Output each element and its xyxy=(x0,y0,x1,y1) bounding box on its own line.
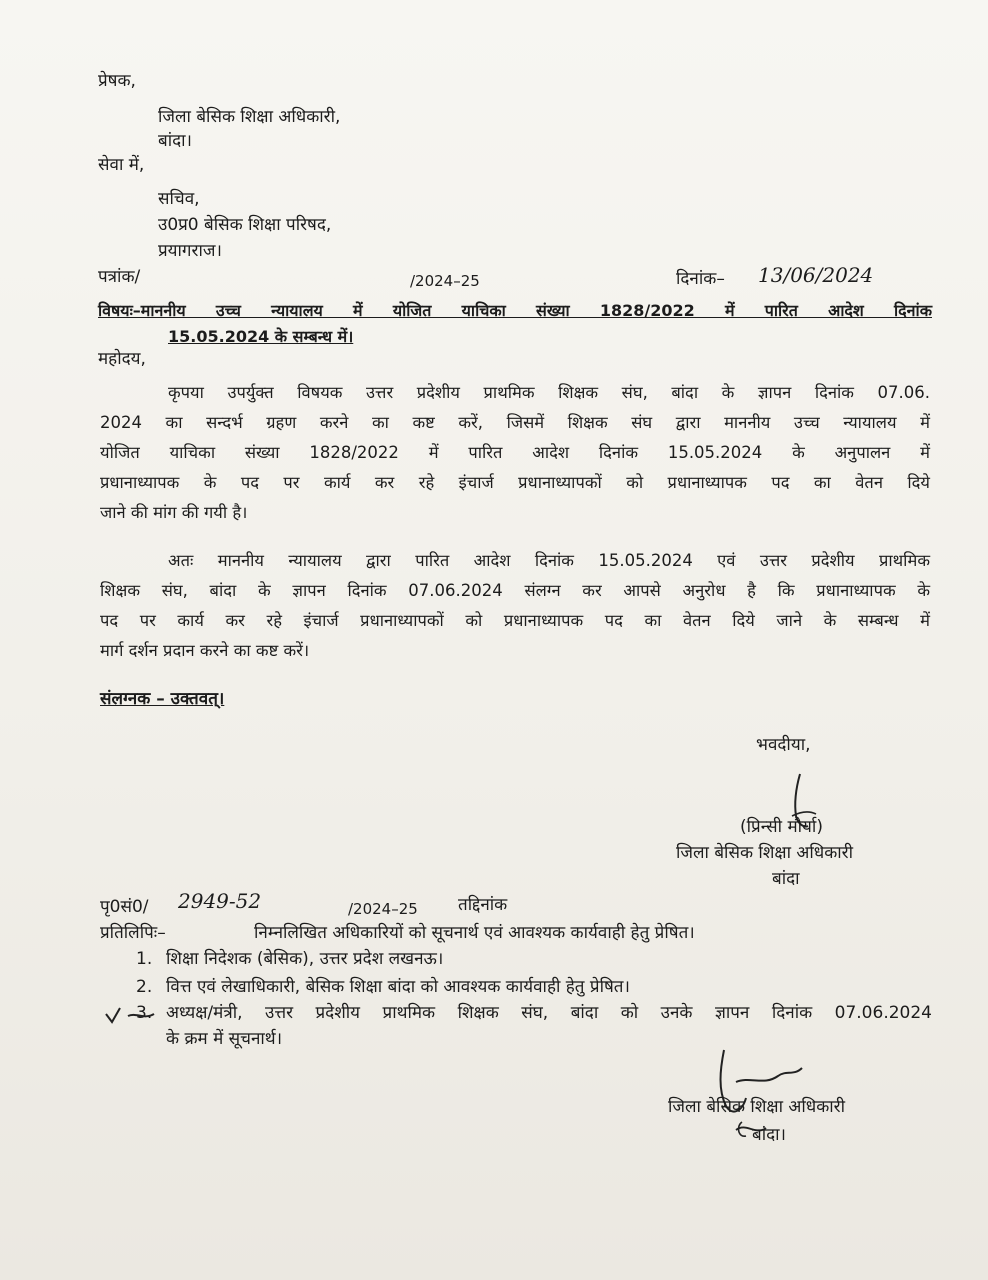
copy-ref-number-handwritten: 2949-52 xyxy=(178,889,262,913)
copy-item-number: 1. xyxy=(136,949,153,969)
paragraph-2 xyxy=(100,546,930,666)
copy-item-text: वित्त एवं लेखाधिकारी, बेसिक शिक्षा बांदा को आवश्यक कार्यवाही हेतु प्रेषित। xyxy=(166,977,630,997)
date-handwritten: 13/06/2024 xyxy=(758,263,874,287)
copy-text: निम्नलिखित अधिकारियों को सूचनार्थ एवं आवश्यक कार्यवाही हेतु प्रेषित। xyxy=(254,923,695,943)
copy-item-text: अध्यक्ष/मंत्री, उत्तर प्रदेशीय प्राथमिक शिक्षक संघ, बांदा को उनके ज्ञापन दिनांक 07.06.2024 xyxy=(166,1003,932,1023)
copy-item-number: 3. xyxy=(136,1003,153,1023)
copy-ref-label: पृ0सं0/ xyxy=(100,897,149,917)
letter-year: /2024–25 xyxy=(410,272,480,290)
date-label: दिनांक– xyxy=(676,269,725,289)
paragraph-1-line: 2024 का सन्दर्भ ग्रहण करने का कष्ट करें, जिसमें शिक्षक संघ द्वारा माननीय उच्च न्यायालय में xyxy=(100,413,930,432)
signatory-place: बांदा xyxy=(772,869,800,889)
signatory-designation: जिला बेसिक शिक्षा अधिकारी xyxy=(676,843,854,863)
copy-item-number: 2. xyxy=(136,977,153,997)
subject-line-1: विषयः–माननीय उच्च न्यायालय में योजित याचिका संख्या 1828/2022 में पारित आदेश दिनांक xyxy=(98,301,932,320)
valediction: भवदीया, xyxy=(756,735,811,755)
copy-label: प्रतिलिपिः– xyxy=(100,923,166,943)
recipient-label: सेवा में, xyxy=(98,155,145,175)
paragraph-1-line: प्रधानाध्यापक के पद पर कार्य कर रहे इंचार्ज प्रधानाध्यापकों को प्रधानाध्यापक पद का वेतन दिये xyxy=(100,473,930,492)
sender-designation: जिला बेसिक शिक्षा अधिकारी, xyxy=(158,107,341,127)
footer-signatory-designation: जिला बेसिक शिक्षा अधिकारी xyxy=(668,1097,846,1117)
paragraph-1 xyxy=(100,378,930,528)
recipient-place: प्रयागराज। xyxy=(158,241,222,261)
paragraph-1-line: जाने की मांग की गयी है। xyxy=(100,503,248,522)
enclosure: संलग्नक – उक्तवत्। xyxy=(100,689,225,709)
salutation: महोदय, xyxy=(98,349,146,369)
paragraph-2-line: पद पर कार्य कर रहे इंचार्ज प्रधानाध्यापकों को प्रधानाध्यापक पद का वेतन दिये जाने के सम्बन्ध में xyxy=(100,611,930,630)
copy-ref-date: तद्दिनांक xyxy=(458,895,508,915)
copy-item-text-continued: के क्रम में सूचनार्थ। xyxy=(166,1029,283,1049)
paragraph-1-line: कृपया उपर्युक्त विषयक उत्तर प्रदेशीय प्राथमिक शिक्षक संघ, बांदा के ज्ञापन दिनांक 07.06. xyxy=(168,383,930,402)
handwritten-tick-mark xyxy=(104,1004,160,1026)
paragraph-2-line: मार्ग दर्शन प्रदान करने का कष्ट करें। xyxy=(100,641,310,660)
letter-number-label: पत्रांक/ xyxy=(98,267,141,287)
subject-line-2: 15.05.2024 के सम्बन्ध में। xyxy=(168,327,354,346)
sender-label: प्रेषक, xyxy=(98,71,136,91)
copy-item-text: शिक्षा निदेशक (बेसिक), उत्तर प्रदेश लखनऊ। xyxy=(166,949,444,969)
paragraph-2-line: अतः माननीय न्यायालय द्वारा पारित आदेश दिनांक 15.05.2024 एवं उत्तर प्रदेशीय प्राथमिक xyxy=(168,551,930,570)
copy-ref-year: /2024–25 xyxy=(348,900,418,918)
sender-place: बांदा। xyxy=(158,131,192,151)
paragraph-1-line: योजित याचिका संख्या 1828/2022 में पारित आदेश दिनांक 15.05.2024 के अनुपालन में xyxy=(100,443,930,462)
recipient-office: उ0प्र0 बेसिक शिक्षा परिषद, xyxy=(158,215,332,235)
paragraph-2-line: शिक्षक संघ, बांदा के ज्ञापन दिनांक 07.06.2024 संलग्न कर आपसे अनुरोध है कि प्रधानाध्यापक के xyxy=(100,581,930,600)
recipient-designation: सचिव, xyxy=(158,189,200,209)
signatory-name: (प्रिन्सी मौर्या) xyxy=(740,817,823,837)
footer-signatory-place: बांदा। xyxy=(752,1125,786,1145)
